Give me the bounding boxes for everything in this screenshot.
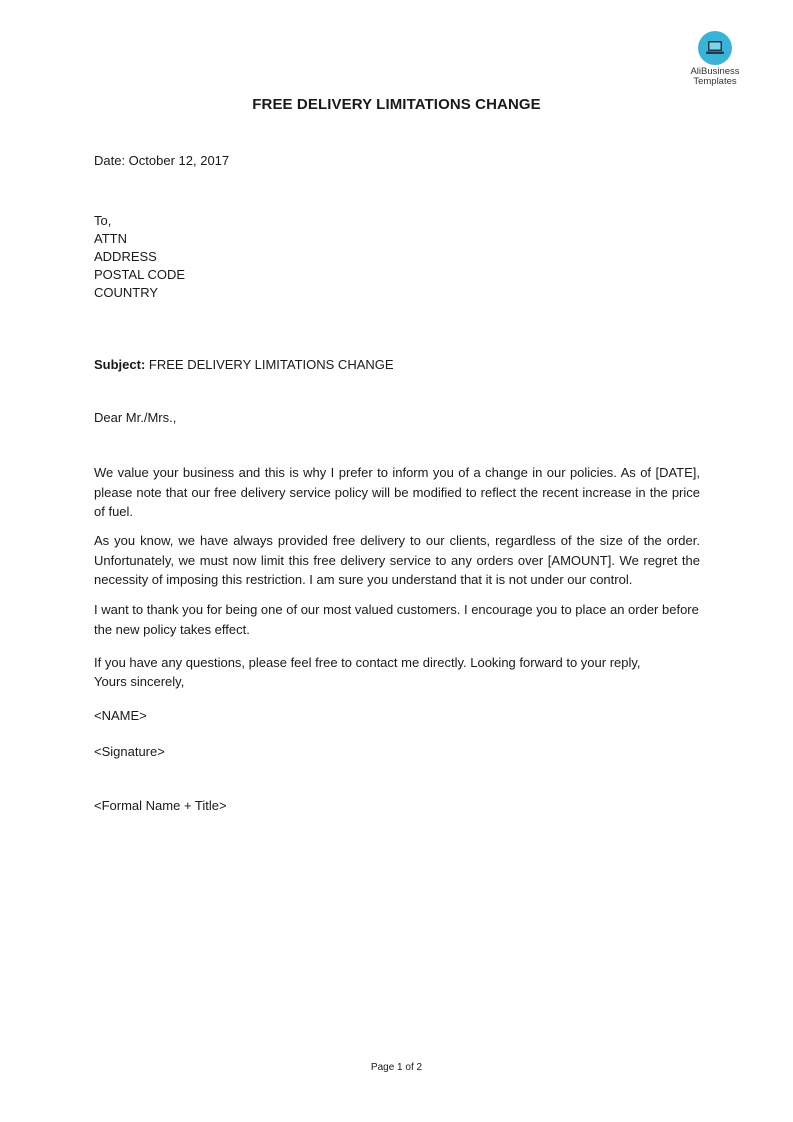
page-number: Page 1 of 2 — [370, 1062, 423, 1073]
recipient-country: COUNTRY — [94, 285, 159, 300]
recipient-address: ADDRESS — [94, 249, 157, 264]
subject-text: FREE DELIVERY LIMITATIONS CHANGE — [145, 357, 394, 372]
signature-placeholder: <Signature> — [94, 744, 165, 759]
subject-label: Subject: — [94, 357, 146, 372]
recipient-attn: ATTN — [94, 231, 127, 246]
document-title: FREE DELIVERY LIMITATIONS CHANGE — [252, 96, 541, 113]
logo-text-line2: Templates — [693, 76, 737, 87]
yours-sincerely: Yours sincerely, — [94, 674, 185, 689]
recipient-to: To, — [94, 213, 112, 228]
subject-line — [94, 356, 394, 374]
formal-name-title: <Formal Name + Title> — [94, 798, 227, 813]
body-paragraph-1: We value your business and this is why I prefer to inform you of a change in our policies. As of [DATE], please note that our free delivery service policy will be modified to reflect the recent increase in the price of fuel. — [94, 465, 700, 519]
logo-text-line1: AliBusiness — [690, 66, 740, 77]
body-paragraph-2: As you know, we have always provided free delivery to our clients, regardless of the size of the order. Unfortunately, we must now limit this free delivery service to any orders over [AMOUNT]. We regret the necessity of imposing this restriction. I am sure you understand that it is not under our control. — [94, 533, 700, 587]
salutation: Dear Mr./Mrs., — [94, 410, 177, 425]
brand-logo — [680, 31, 750, 87]
recipient-postal-code: POSTAL CODE — [94, 267, 186, 282]
closing-line: If you have any questions, please feel free to contact me directly. Looking forward to your reply, — [94, 655, 641, 670]
laptop-icon — [698, 31, 732, 65]
signer-name: <NAME> — [94, 708, 147, 723]
date-line: Date: October 12, 2017 — [94, 153, 230, 168]
body-paragraph-3: I want to thank you for being one of our most valued customers. I encourage you to place an order before the new policy takes effect. — [94, 602, 699, 637]
